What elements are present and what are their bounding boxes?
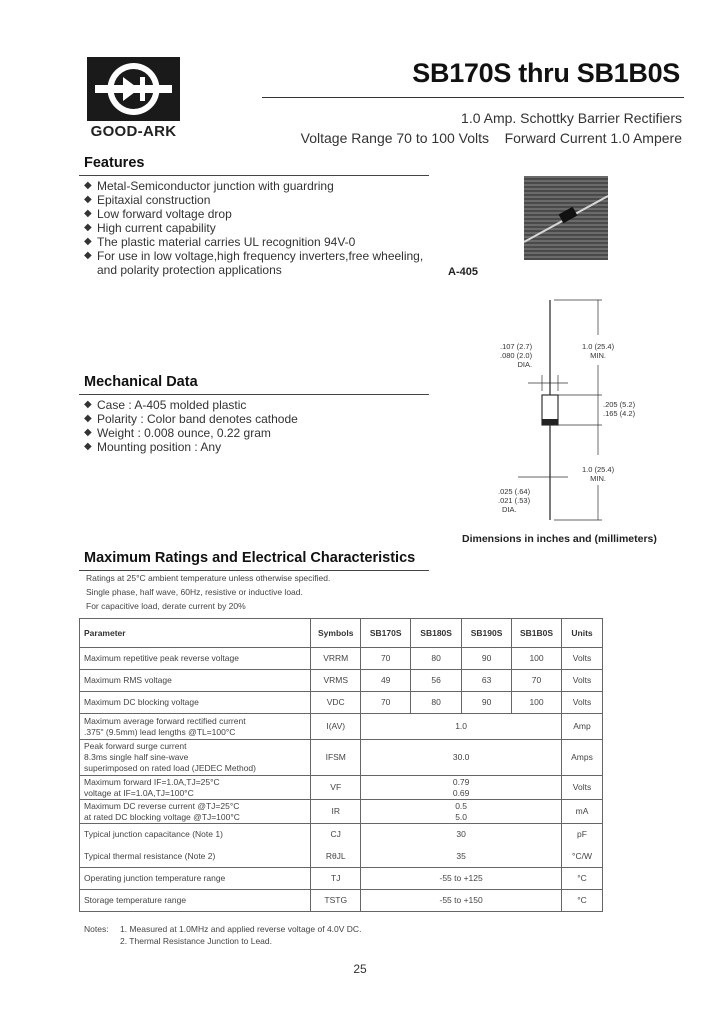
table-cell: °C <box>562 868 603 890</box>
table-cell: I(AV) <box>311 714 361 740</box>
notes-label: Notes: <box>84 924 109 934</box>
table-row <box>80 776 603 800</box>
note-item: 1. Measured at 1.0MHz and applied reverse voltage of 4.0V DC. <box>120 924 362 934</box>
table-cell: -55 to +150 <box>361 890 562 912</box>
table-cell: Volts <box>562 692 603 714</box>
diode-logo-icon <box>87 57 180 121</box>
col-header: Parameter <box>80 619 311 648</box>
table-cell: Operating junction temperature range <box>80 868 311 890</box>
table-cell: VF <box>311 776 361 800</box>
ratings-condition: Ratings at 25°C ambient temperature unless otherwise specified. <box>86 573 331 583</box>
feature-item: ◆ Epitaxial construction <box>84 193 211 207</box>
table-cell: 100 <box>512 648 562 670</box>
table-cell: VRMS <box>311 670 361 692</box>
lead-length-top-dim: 1.0 (25.4) MIN. <box>582 342 615 360</box>
feature-item-continued: and polarity protection applications <box>97 263 282 277</box>
table-cell: 0.5 5.0 <box>361 800 562 824</box>
col-header: SB1B0S <box>512 619 562 648</box>
table-cell: 30 35 <box>361 824 562 868</box>
table-cell: 56 <box>411 670 462 692</box>
table-header-row <box>80 619 603 648</box>
table-cell: Volts <box>562 648 603 670</box>
table-row <box>80 800 603 824</box>
table-cell: Storage temperature range <box>80 890 311 912</box>
logo-text: GOOD-ARK <box>90 123 177 140</box>
mechanical-item: ◆ Polarity : Color band denotes cathode <box>84 412 298 426</box>
table-cell: Maximum repetitive peak reverse voltage <box>80 648 311 670</box>
mechanical-item: ◆ Case : A-405 molded plastic <box>84 398 247 412</box>
table-cell: 70 <box>512 670 562 692</box>
wire-diameter-dim: .025 (.64) .021 (.53) DIA. <box>498 487 531 514</box>
col-header: SB190S <box>462 619 512 648</box>
table-cell: Amp <box>562 714 603 740</box>
table-cell: Maximum forward IF=1.0A,TJ=25°C voltage at IF=1.0A,TJ=100°C <box>80 776 311 800</box>
mechanical-rule <box>79 394 429 395</box>
table-cell: Typical junction capacitance (Note 1) Typical thermal resistance (Note 2) <box>80 824 311 868</box>
col-header: SB170S <box>361 619 411 648</box>
table-cell: IFSM <box>311 740 361 776</box>
table-cell: 90 <box>462 692 512 714</box>
table-cell: mA <box>562 800 603 824</box>
table-row <box>80 868 603 890</box>
table-row <box>80 714 603 740</box>
subtitle-line-1: 1.0 Amp. Schottky Barrier Rectifiers <box>461 110 682 126</box>
table-cell: 90 <box>462 648 512 670</box>
company-logo <box>87 57 180 121</box>
package-label: A-405 <box>448 266 478 278</box>
table-cell: VDC <box>311 692 361 714</box>
feature-item: ◆ Low forward voltage drop <box>84 207 232 221</box>
table-cell: Volts <box>562 670 603 692</box>
note-item: 2. Thermal Resistance Junction to Lead. <box>120 936 272 946</box>
table-row <box>80 890 603 912</box>
feature-item: ◆ Metal-Semiconductor junction with guardring <box>84 179 334 193</box>
mechanical-item: ◆ Mounting position : Any <box>84 440 222 454</box>
ratings-rule <box>79 570 429 571</box>
table-cell: 70 <box>361 692 411 714</box>
page-title: SB170S thru SB1B0S <box>412 58 680 88</box>
table-cell: IR <box>311 800 361 824</box>
col-header: Units <box>562 619 603 648</box>
table-cell: Maximum DC reverse current @TJ=25°C at rated DC blocking voltage @TJ=100°C <box>80 800 311 824</box>
table-cell: 30.0 <box>361 740 562 776</box>
ratings-table <box>79 618 603 912</box>
table-cell: Peak forward surge current 8.3ms single half sine-wave superimposed on rated load (JEDEC Method) <box>80 740 311 776</box>
title-rule <box>262 97 684 98</box>
table-cell: pF °C/W <box>562 824 603 868</box>
table-cell: CJ RθJL <box>311 824 361 868</box>
ratings-condition: Single phase, half wave, 60Hz, resistive or inductive load. <box>86 587 303 597</box>
table-cell: 70 <box>361 648 411 670</box>
subtitle-line-2: Voltage Range 70 to 100 Volts Forward Current 1.0 Ampere <box>300 130 682 146</box>
feature-item: ◆ High current capability <box>84 221 216 235</box>
table-row <box>80 648 603 670</box>
features-rule <box>79 175 429 176</box>
table-cell: -55 to +125 <box>361 868 562 890</box>
table-row <box>80 670 603 692</box>
features-heading: Features <box>84 155 145 171</box>
table-cell: 80 <box>411 648 462 670</box>
product-photo <box>524 176 608 260</box>
feature-item: ◆ The plastic material carries UL recognition 94V-0 <box>84 235 356 249</box>
features-list <box>84 179 424 277</box>
mechanical-item: ◆ Weight : 0.008 ounce, 0.22 gram <box>84 426 271 440</box>
lead-diameter-dim: .107 (2.7) .080 (2.0) DIA. <box>500 342 533 369</box>
table-cell: 63 <box>462 670 512 692</box>
table-cell: Amps <box>562 740 603 776</box>
col-header: Symbols <box>311 619 361 648</box>
table-row <box>80 824 603 868</box>
lead-length-bottom-dim: 1.0 (25.4) MIN. <box>582 465 615 483</box>
table-row <box>80 692 603 714</box>
table-cell: 80 <box>411 692 462 714</box>
ratings-condition: For capacitive load, derate current by 20% <box>86 601 246 611</box>
body-length-dim: .205 (5.2) .165 (4.2) <box>603 400 636 418</box>
table-cell: Volts <box>562 776 603 800</box>
table-cell: VRRM <box>311 648 361 670</box>
table-cell: Maximum average forward rectified current .375" (9.5mm) lead lengths @TL=100°C <box>80 714 311 740</box>
table-cell: Maximum RMS voltage <box>80 670 311 692</box>
table-cell: °C <box>562 890 603 912</box>
mechanical-heading: Mechanical Data <box>84 374 198 390</box>
table-cell: 49 <box>361 670 411 692</box>
table-cell: 100 <box>512 692 562 714</box>
feature-item: ◆ For use in low voltage,high frequency inverters,free wheeling, <box>84 249 424 263</box>
table-cell: Maximum DC blocking voltage <box>80 692 311 714</box>
table-cell: TJ <box>311 868 361 890</box>
table-row <box>80 740 603 776</box>
mechanical-list <box>84 398 424 454</box>
ratings-heading: Maximum Ratings and Electrical Characteristics <box>84 550 416 566</box>
col-header: SB180S <box>411 619 462 648</box>
table-cell: 1.0 <box>361 714 562 740</box>
dimension-caption: Dimensions in inches and (millimeters) <box>462 533 657 545</box>
table-cell: TSTG <box>311 890 361 912</box>
page-number: 25 <box>353 962 367 976</box>
table-cell: 0.79 0.69 <box>361 776 562 800</box>
